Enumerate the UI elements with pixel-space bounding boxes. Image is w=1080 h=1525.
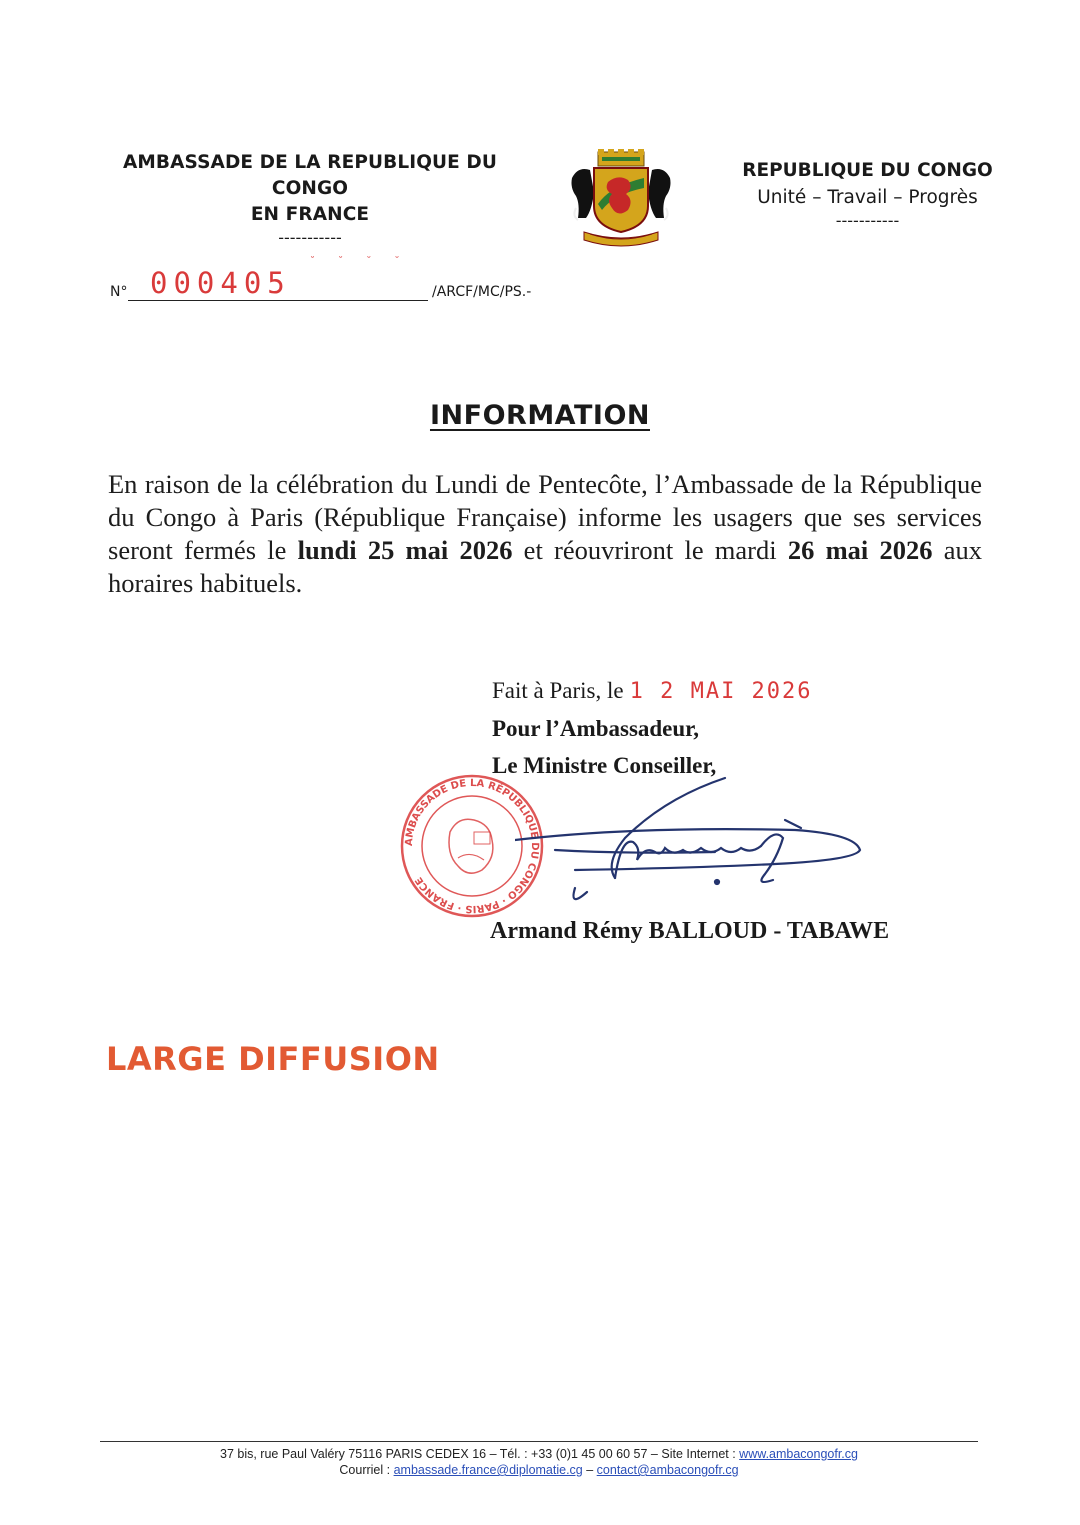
contact-email-link[interactable]: contact@ambacongofr.cg bbox=[596, 1463, 739, 1477]
signer-title: Le Ministre Conseiller, bbox=[492, 753, 717, 778]
reference-suffix: /ARCF/MC/PS.- bbox=[432, 284, 532, 300]
footer-divider bbox=[100, 1441, 978, 1442]
footer-contact bbox=[100, 1446, 978, 1478]
embassy-country: EN FRANCE bbox=[250, 204, 370, 225]
stamp-remnant: ˘ ˘ ˘ ˘ bbox=[310, 256, 410, 267]
header-left-divider: ----------- bbox=[278, 228, 342, 247]
email-separator: – bbox=[582, 1463, 597, 1477]
reference-underline bbox=[128, 300, 428, 301]
embassy-header bbox=[100, 150, 520, 248]
reopening-date: 26 mai 2026 bbox=[787, 535, 933, 565]
embassy-email-link[interactable]: ambassade.france@diplomatie.cg bbox=[393, 1463, 583, 1477]
stamp-ring-text: AMBASSADE DE LA RÉPUBLIQUE DU CONGO · PARIS · FRANCE bbox=[403, 777, 541, 915]
document-title-text: INFORMATION bbox=[429, 400, 650, 431]
handwritten-signature-icon bbox=[515, 768, 875, 918]
announcement-body bbox=[108, 468, 982, 600]
signer-name: Armand Rémy BALLOUD - TABAWE bbox=[490, 918, 890, 944]
distribution-label: LARGE DIFFUSION bbox=[106, 1040, 440, 1078]
email-label: Courriel : bbox=[339, 1463, 394, 1477]
document-title bbox=[0, 400, 1080, 431]
reference-line bbox=[110, 256, 532, 302]
body-part-1: En raison de la célébration du Lundi de Pentecôte, l’Ambassade de la République du Congo à Paris (République Française) informe les usagers que ses services seront fermés le bbox=[108, 469, 982, 565]
issue-date-stamp: 1 2 MAI 2026 bbox=[629, 679, 813, 704]
body-part-2: et réouvriront le mardi bbox=[512, 535, 788, 565]
embassy-name: AMBASSADE DE LA REPUBLIQUE DU CONGO bbox=[122, 152, 498, 199]
coat-of-arms-icon bbox=[568, 148, 674, 252]
issue-place: Fait à Paris, le bbox=[492, 678, 624, 703]
footer-address: 37 bis, rue Paul Valéry 75116 PARIS CEDEX 16 – Tél. : +33 (0)1 45 00 60 57 – Site Internet : bbox=[220, 1447, 740, 1461]
website-link[interactable]: www.ambacongofr.cg bbox=[739, 1447, 858, 1461]
closing-date: lundi 25 mai 2026 bbox=[297, 535, 513, 565]
reference-prefix: N° bbox=[110, 284, 128, 300]
republic-motto: Unité – Travail – Progrès bbox=[757, 187, 978, 208]
header-right-divider: ----------- bbox=[835, 211, 900, 230]
reference-number: 000405 bbox=[150, 266, 291, 300]
republic-header bbox=[730, 157, 1005, 231]
on-behalf-line: Pour l’Ambassadeur, bbox=[492, 716, 700, 741]
body-part-3: aux horaires habituels. bbox=[108, 535, 982, 598]
republic-title: REPUBLIQUE DU CONGO bbox=[742, 160, 993, 181]
